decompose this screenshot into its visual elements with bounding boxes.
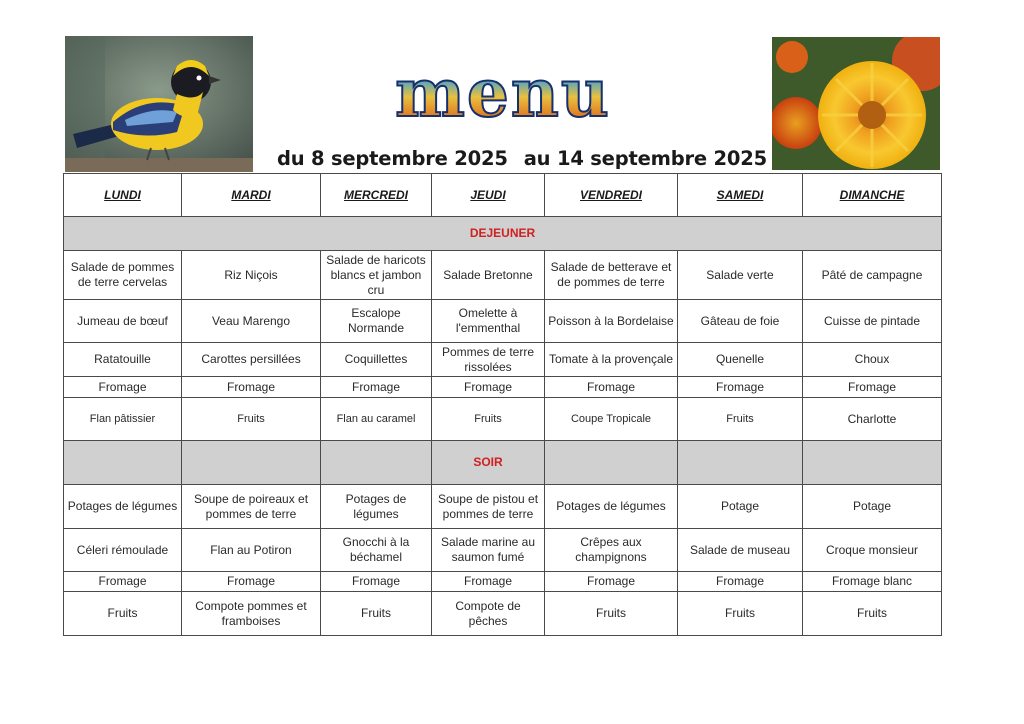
table-row [64,485,942,529]
menu-cell: Tomate à la provençale [545,343,678,377]
menu-cell: Soupe de pistou et pommes de terre [432,485,545,529]
band-cell [182,441,321,485]
menu-cell: Fromage [64,572,182,592]
menu-cell: Fromage blanc [803,572,942,592]
menu-cell: Fromage [432,377,545,398]
table-row [64,300,942,343]
band-cell [321,441,432,485]
menu-cell: Jumeau de bœuf [64,300,182,343]
menu-cell: Croque monsieur [803,529,942,572]
table-row [64,251,942,300]
band-cell [803,441,942,485]
menu-cell: Coupe Tropicale [545,398,678,441]
day-header: MARDI [182,174,321,217]
band-cell [545,441,678,485]
day-header: DIMANCHE [803,174,942,217]
menu-cell: Salade de museau [678,529,803,572]
menu-cell: Salade marine au saumon fumé [432,529,545,572]
menu-cell: Choux [803,343,942,377]
menu-cell: Fromage [321,572,432,592]
menu-cell: Fromage [545,572,678,592]
menu-cell: Potages de légumes [64,485,182,529]
menu-cell: Potages de légumes [545,485,678,529]
menu-cell: Soupe de poireaux et pommes de terre [182,485,321,529]
menu-cell: Pâté de campagne [803,251,942,300]
menu-cell: Potages de légumes [321,485,432,529]
menu-cell: Fromage [321,377,432,398]
section-band-dejeuner [64,217,942,251]
menu-cell: Fruits [64,592,182,636]
date-from: du 8 septembre 2025 [277,147,508,170]
table-row [64,343,942,377]
menu-cell: Quenelle [678,343,803,377]
section-label: DEJEUNER [64,217,942,251]
menu-cell: Fromage [64,377,182,398]
menu-cell: Pommes de terre rissolées [432,343,545,377]
menu-cell: Charlotte [803,398,942,441]
date-range [277,147,767,170]
menu-cell: Salade de betterave et de pommes de terre [545,251,678,300]
menu-cell: Fruits [182,398,321,441]
menu-cell: Escalope Normande [321,300,432,343]
table-row [64,529,942,572]
menu-cell: Salade de pommes de terre cervelas [64,251,182,300]
menu-cell: Fruits [678,398,803,441]
menu-cell: Potage [803,485,942,529]
menu-cell: Flan pâtissier [64,398,182,441]
menu-cell: Fromage [678,377,803,398]
day-header-row [64,174,942,217]
day-header: LUNDI [64,174,182,217]
menu-cell: Fruits [545,592,678,636]
menu-cell: Crêpes aux champignons [545,529,678,572]
menu-cell: Flan au Potiron [182,529,321,572]
day-header: JEUDI [432,174,545,217]
menu-cell: Compote de pêches [432,592,545,636]
menu-cell: Ratatouille [64,343,182,377]
day-header: SAMEDI [678,174,803,217]
menu-cell: Fruits [432,398,545,441]
table-row [64,592,942,636]
menu-cell: Coquillettes [321,343,432,377]
menu-cell: Fruits [678,592,803,636]
menu-cell: Fromage [545,377,678,398]
menu-cell: Potage [678,485,803,529]
band-cell [678,441,803,485]
table-row [64,572,942,592]
menu-cell: Gâteau de foie [678,300,803,343]
menu-logo [362,60,644,126]
menu-cell: Fromage [182,377,321,398]
menu-cell: Gnocchi à la béchamel [321,529,432,572]
bird-photo [65,36,253,172]
menu-cell: Fromage [432,572,545,592]
menu-cell: Cuisse de pintade [803,300,942,343]
menu-cell: Flan au caramel [321,398,432,441]
table-row [64,377,942,398]
menu-cell: Omelette à l'emmenthal [432,300,545,343]
page-title: menu [395,60,611,126]
date-to: au 14 septembre 2025 [523,147,767,170]
section-band-soir [64,441,942,485]
menu-cell: Céleri rémoulade [64,529,182,572]
day-header: VENDREDI [545,174,678,217]
menu-cell: Fromage [678,572,803,592]
menu-cell: Fromage [182,572,321,592]
menu-cell: Salade de haricots blancs et jambon cru [321,251,432,300]
flower-photo [772,37,940,170]
menu-cell: Compote pommes et framboises [182,592,321,636]
menu-cell: Fruits [803,592,942,636]
menu-table [63,173,942,636]
band-cell [64,441,182,485]
menu-cell: Fruits [321,592,432,636]
section-label: SOIR [432,441,545,485]
menu-cell: Fromage [803,377,942,398]
menu-cell: Salade Bretonne [432,251,545,300]
menu-cell: Salade verte [678,251,803,300]
table-row [64,398,942,441]
menu-cell: Carottes persillées [182,343,321,377]
menu-cell: Veau Marengo [182,300,321,343]
menu-cell: Poisson à la Bordelaise [545,300,678,343]
day-header: MERCREDI [321,174,432,217]
menu-cell: Riz Niçois [182,251,321,300]
